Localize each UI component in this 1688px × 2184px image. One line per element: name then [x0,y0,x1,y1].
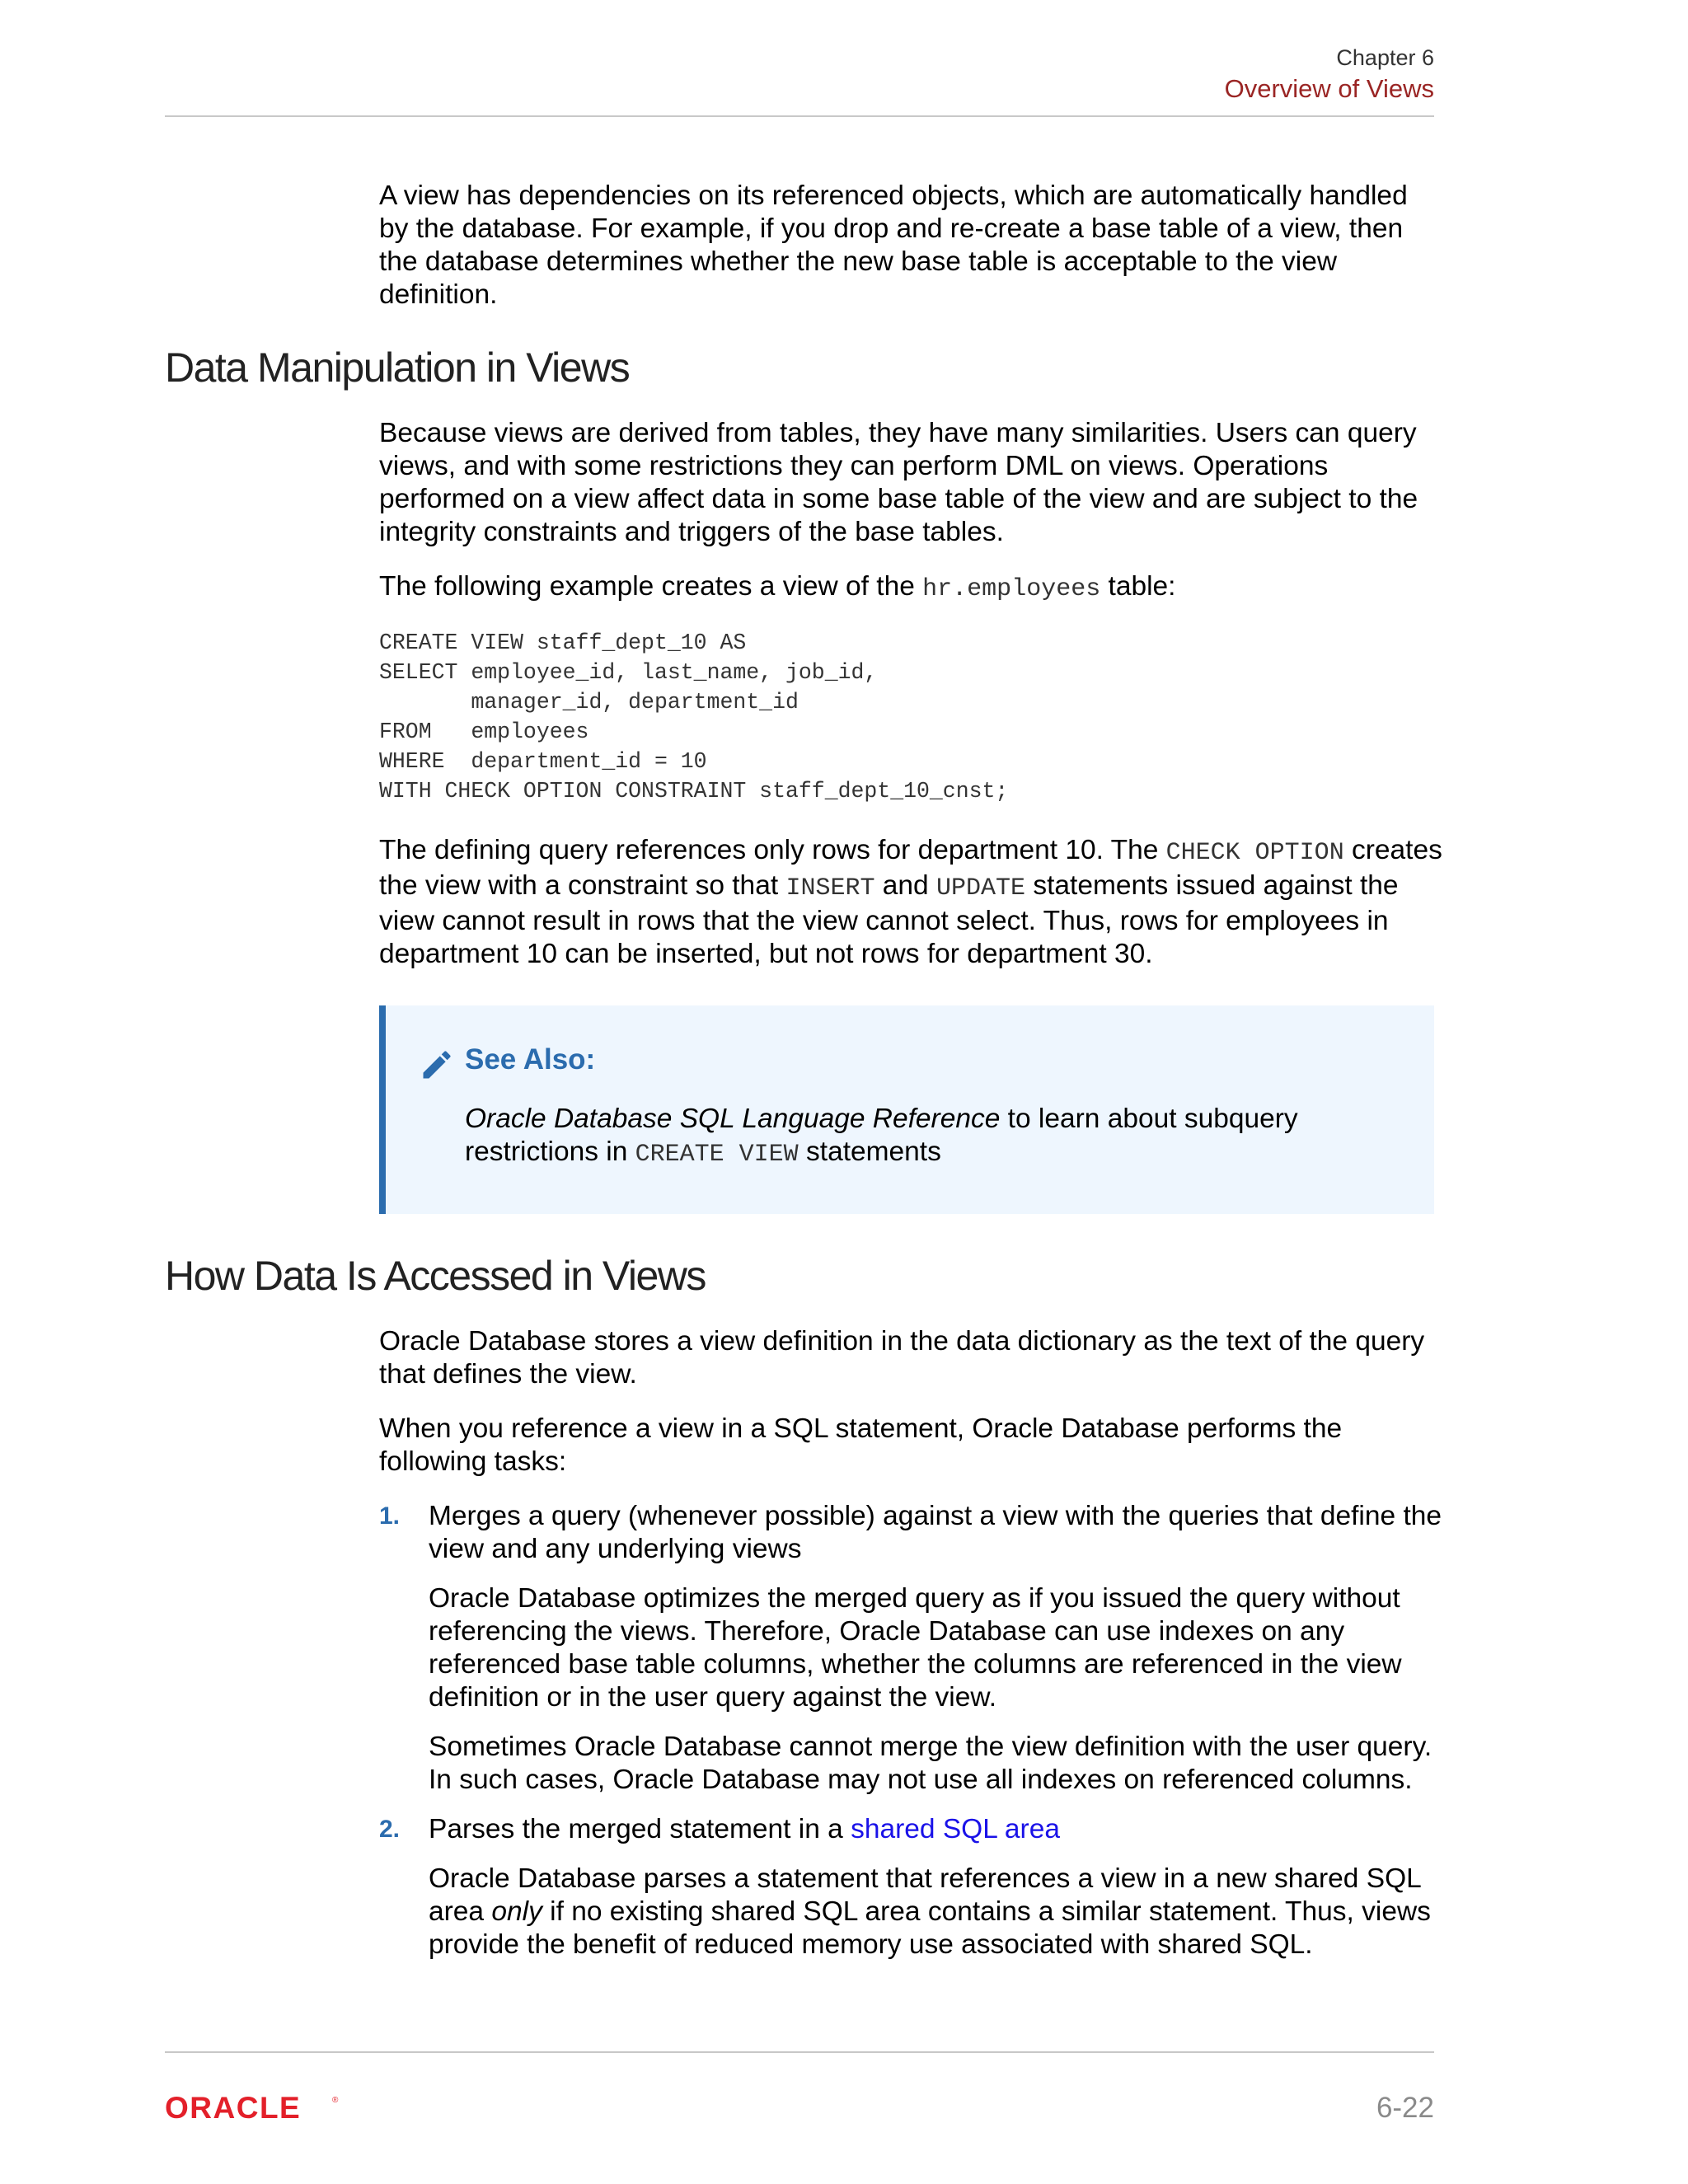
section1-paragraph-1: Because views are derived from tables, they have many similarities. Users can query views, and with some restrictions they can perform DML on views. Operations performed on a view affect data in some base table of the view and are subject to the integrity constraints and triggers of the base tables. [379,418,1418,547]
see-also-text: to learn about subquery restrictions in [465,1104,1298,1167]
step-detail: Sometimes Oracle Database cannot merge the view definition with the user query. In such cases, Oracle Database may not use all indexes on referenced columns. [429,1732,1432,1795]
step-text-before: Parses the merged statement in a [429,1814,851,1844]
para3-text: creates the view with a constraint so that [379,835,1442,901]
emphasis-only: only [491,1896,542,1927]
section2-paragraph-2: When you reference a view in a SQL statement, Oracle Database performs the following tasks: [379,1413,1343,1477]
para3-text: statements issued against the view cannot result in rows that the view cannot select. Thus, rows for employees in department 10 can be inserted, but not rows for department 30. [379,870,1399,969]
step-detail [429,1863,1442,1961]
page-number: 6-22 [1376,2092,1434,2124]
see-also-note [379,1005,1434,1214]
oracle-logo [165,2093,342,2123]
intro-block [379,180,1442,312]
inline-code-update: UPDATE [936,874,1026,902]
code-example [379,628,1442,806]
code-block [379,628,1442,806]
detail-text: Oracle Database parses a statement that references a view in a new shared SQL area [429,1863,1421,1927]
footer-rule [165,2051,1434,2053]
list-item [379,1813,1442,1961]
section1-paragraph-2 [379,570,1442,606]
code-line: SELECT employee_id, last_name, job_id, [379,660,878,685]
step-text [429,1813,1442,1846]
code-line: WHERE department_id = 10 [379,749,707,774]
section2-paragraph-1: Oracle Database stores a view definition in the data dictionary as the text of the query that defines the view. [379,1326,1425,1390]
inline-code-check-option: CHECK OPTION [1165,839,1344,867]
section1-paragraph-3 [379,834,1442,971]
heading-data-manipulation: Data Manipulation in Views [165,344,630,391]
step-number: 2. [379,1816,401,1843]
shared-sql-area-link[interactable]: shared SQL area [851,1814,1060,1844]
para2-text: The following example creates a view of the [379,571,923,602]
header-rule [165,115,1434,117]
code-line: FROM employees [379,719,589,744]
see-also-body [465,1103,1388,1171]
code-line: CREATE VIEW staff_dept_10 AS [379,630,747,655]
logo-text: ORACLE [165,2093,302,2123]
para2-text-end: table: [1100,571,1176,602]
section1-body-2 [379,834,1442,971]
see-also-title: See Also: [465,1043,596,1076]
section1-body [379,417,1442,606]
section-label: Overview of Views [1224,74,1434,103]
pencil-icon [419,1047,455,1083]
para3-text: The defining query references only rows for department 10. The [379,835,1166,865]
intro-paragraph: A view has dependencies on its referenced objects, which are automatically handled by the database. For example, if you drop and re-create a base table of a view, then the database determines whether the new base table is acceptable to the view definition. [379,180,1408,310]
running-header [1225,43,1434,105]
book-title-link[interactable]: Oracle Database SQL Language Reference [465,1104,1001,1134]
inline-code-insert: INSERT [785,874,875,902]
inline-code-hr-employees: hr.employees [922,575,1101,603]
task-list [379,1500,1442,1961]
step-number: 1. [379,1502,401,1530]
heading-how-data-accessed: How Data Is Accessed in Views [165,1253,706,1299]
detail-text-end: if no existing shared SQL area contains a similar statement. Thus, views provide the benefit of reduced memory use associated with shared SQL. [429,1896,1431,1960]
para3-text: and [874,870,936,901]
section2-body [379,1325,1442,1961]
code-line: WITH CHECK OPTION CONSTRAINT staff_dept_10_cnst; [379,779,1009,804]
svg-text:®: ® [332,2096,339,2105]
list-item [379,1500,1442,1797]
step-detail: Oracle Database optimizes the merged query as if you issued the query without referencing the views. Therefore, Oracle Database can use indexes on any referenced base table columns, whether the columns are referenced in the view definition or in the user query against the view. [429,1583,1402,1713]
step-text: Merges a query (whenever possible) against a view with the queries that define the view and any underlying views [429,1501,1442,1564]
code-line: manager_id, department_id [379,690,799,715]
chapter-label: Chapter 6 [1336,45,1434,70]
see-also-text-end: statements [798,1137,941,1167]
inline-code-create-view: CREATE VIEW [635,1141,799,1169]
